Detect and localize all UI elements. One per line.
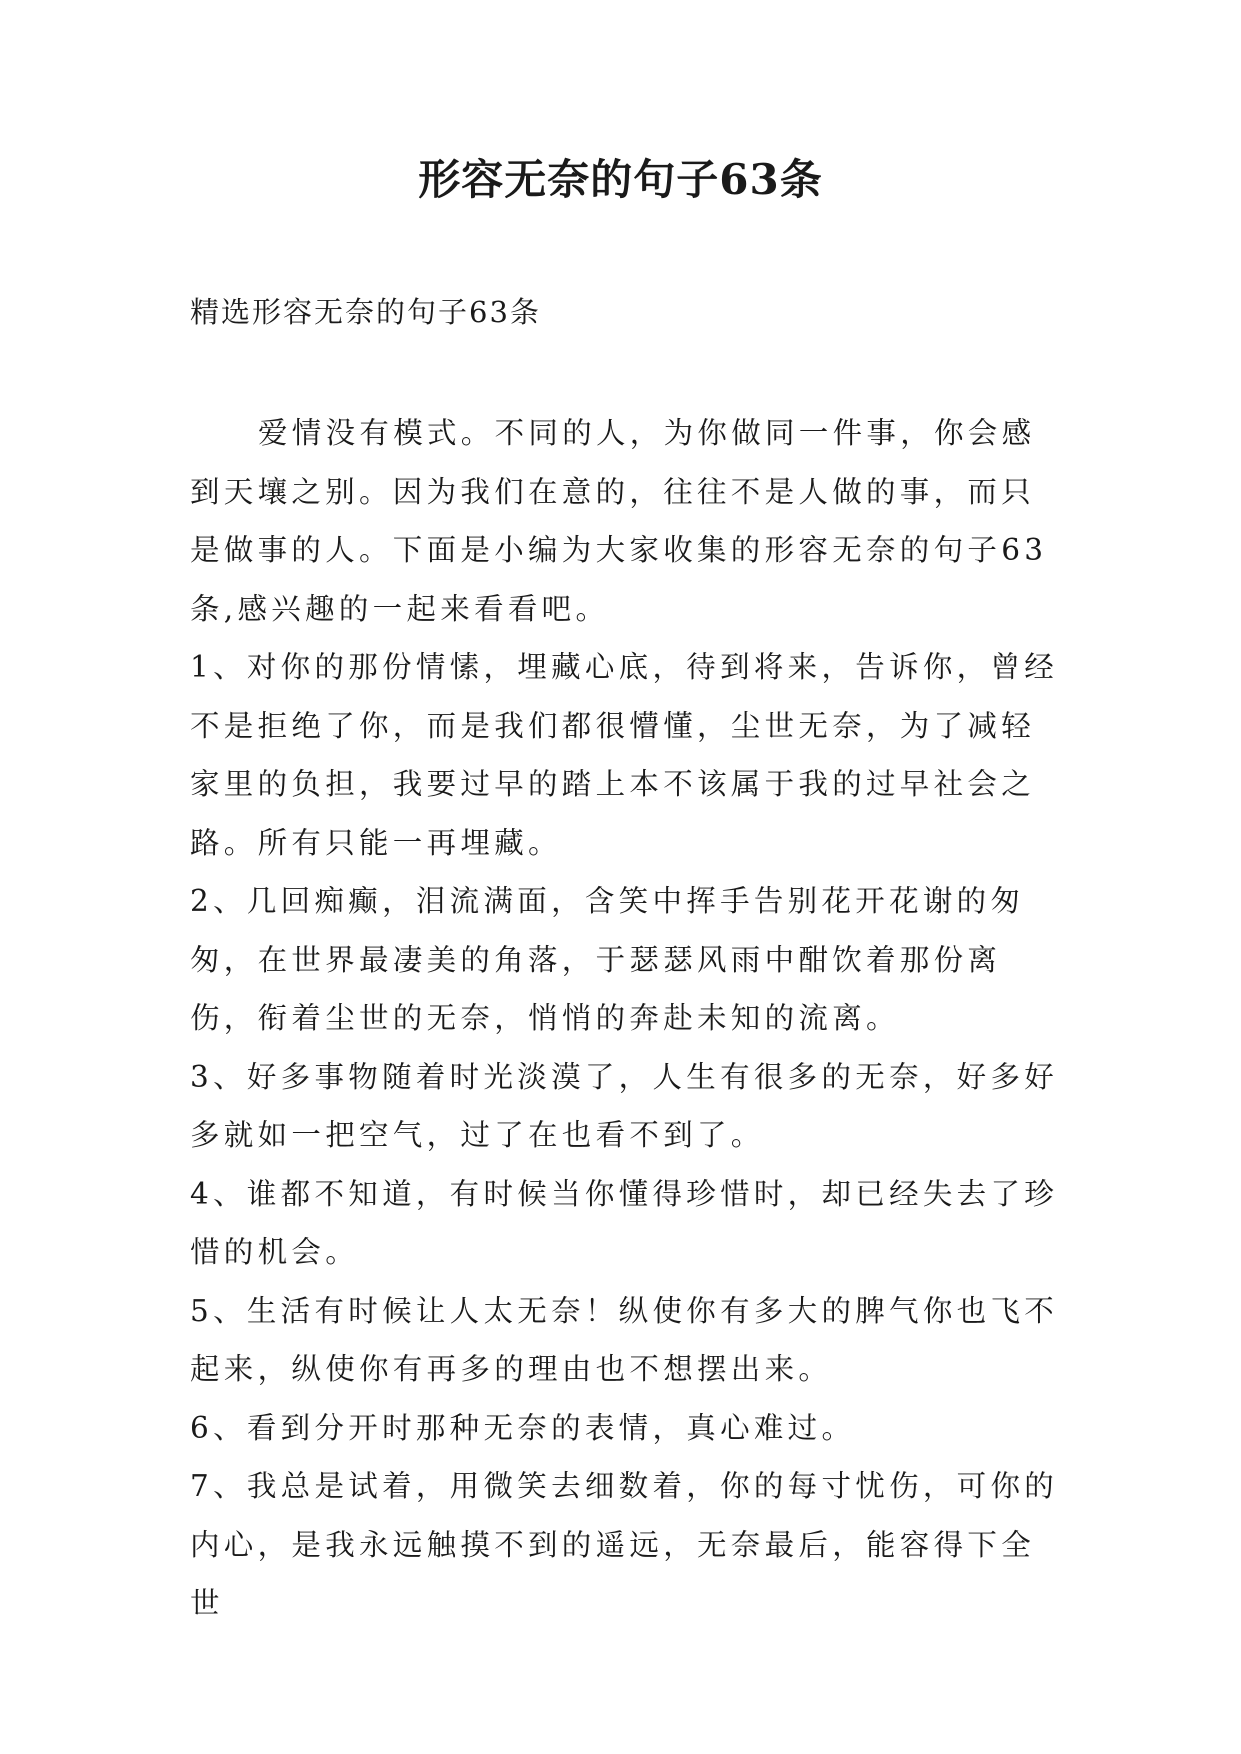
list-item: 1、对你的那份情愫，埋藏心底，待到将来，告诉你，曾经不是拒绝了你，而是我们都很懵懂，尘世无奈，为了减轻家里的负担，我要过早的踏上本不该属于我的过早社会之路。所有只能一再埋藏。	[190, 650, 1059, 860]
list-item: 2、几回痴癫，泪流满面，含笑中挥手告别花开花谢的匆匆，在世界最凄美的角落，于瑟瑟风雨中酣饮着那份离伤，衔着尘世的无奈，悄悄的奔赴未知的流离。	[190, 884, 1025, 1035]
list-item: 3、好多事物随着时光淡漠了，人生有很多的无奈，好多好多就如一把空气，过了在也看不到了。	[190, 1059, 1059, 1152]
list-item: 6、看到分开时那种无奈的表情，真心难过。	[190, 1410, 856, 1445]
list-item: 7、我总是试着，用微笑去细数着，你的每寸忧伤，可你的内心，是我永远触摸不到的遥远，无奈最后，能容得下全世	[190, 1469, 1059, 1620]
list-item: 5、生活有时候让人太无奈！纵使你有多大的脾气你也飞不起来，纵使你有再多的理由也不想摆出来。	[190, 1293, 1059, 1386]
document-body	[190, 404, 1060, 1633]
document-subtitle: 精选形容无奈的句子63条	[190, 295, 541, 329]
document-title: 形容无奈的句子63条	[418, 155, 823, 204]
intro-paragraph: 爱情没有模式。不同的人，为你做同一件事，你会感到天壤之别。因为我们在意的，往往不是人做的事，而只是做事的人。下面是小编为大家收集的形容无奈的句子63条,感兴趣的一起来看看吧。	[190, 416, 1048, 626]
list-item: 4、谁都不知道，有时候当你懂得珍惜时，却已经失去了珍惜的机会。	[190, 1176, 1059, 1269]
